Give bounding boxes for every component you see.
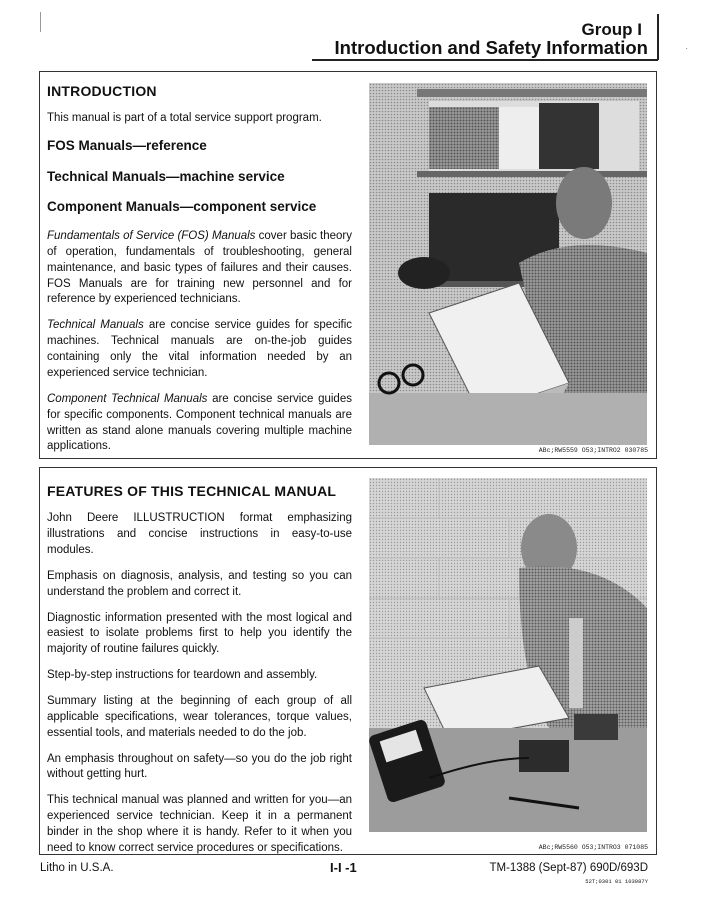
subhead-fos: FOS Manuals—reference [47, 138, 207, 154]
footer-litho: Litho in U.S.A. [40, 862, 114, 874]
technical-paragraph: Technical Manuals are concise service guides for specific machines. Technical manuals are on-the-job guides containing only the vital information needed by an experienced service technician. [47, 319, 352, 379]
feature-paragraph: An emphasis throughout on safety—so you do the job right without getting hurt. [47, 752, 352, 781]
scan-speck: · [685, 44, 688, 53]
header-vertical-rule [657, 14, 659, 60]
technician-reading-manual-photo [369, 83, 647, 445]
feature-paragraph: This technical manual was planned and written for you—an experienced service technician. Keep it in a permanent binder in the shop where it is handy. Refer to it when you need to know correct service procedures or specifications. [47, 794, 352, 854]
footer-document-id: TM-1388 (Sept-87) 690D/693D [489, 862, 648, 874]
feature-paragraph: Diagnostic information presented with the most logical and easiest to isolate problems first to help you identify the majority of routine failures quickly. [47, 611, 352, 656]
feature-paragraph: John Deere ILLUSTRUCTION format emphasizing illustrations and concise instructions in easy-to-use modules. [47, 512, 352, 557]
footer-code: 52T;0301 01 103087Y [585, 878, 648, 885]
introduction-lead: This manual is part of a total service support program. [47, 112, 322, 125]
features-panel [39, 467, 657, 855]
fos-paragraph: Fundamentals of Service (FOS) Manuals cover basic theory of operation, fundamentals of troubleshooting, general maintenance, and basic types of failures and their causes. FOS Manuals are for training new personnel and for reference by experienced technicians. [47, 230, 353, 306]
introduction-text-column [47, 82, 352, 465]
features-text-column [47, 482, 352, 867]
margin-mark [40, 12, 41, 32]
component-paragraph: Component Technical Manuals are concise service guides for specific components. Component technical manuals are written as stand alone manuals covering multiple machine applications. [47, 392, 352, 453]
page-title: Introduction and Safety Information [334, 37, 648, 58]
feature-paragraph: Step-by-step instructions for teardown and assembly. [47, 669, 318, 682]
group-label: Group I [581, 20, 642, 39]
features-heading: FEATURES OF THIS TECHNICAL MANUAL [47, 483, 337, 499]
feature-paragraph: Emphasis on diagnosis, analysis, and testing so you can understand the problem and correct it. [47, 569, 352, 598]
header-underline [312, 59, 658, 61]
photo-caption: ABc;RW5560 O53;INTRO3 071085 [538, 844, 648, 851]
technician-testing-photo [369, 478, 647, 832]
subhead-component: Component Manuals—component service [47, 199, 317, 215]
introduction-heading: INTRODUCTION [47, 83, 157, 99]
photo-caption: ABc;RW5559 O53;INTRO2 030785 [538, 447, 648, 454]
introduction-panel [39, 71, 657, 459]
feature-paragraph: Summary listing at the beginning of each group of all applicable specifications, wear tolerances, torque values, essential tools, and materials needed to do the job. [47, 695, 352, 739]
page-number: I-I -1 [330, 860, 357, 875]
subhead-technical: Technical Manuals—machine service [47, 168, 285, 184]
